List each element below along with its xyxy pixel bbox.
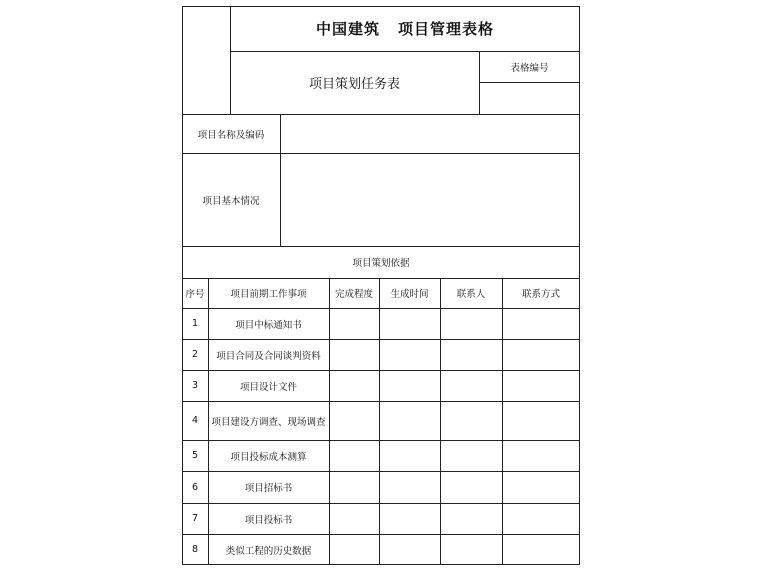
form-title: 项目策划任务表 [308,77,400,92]
row-entry-cell[interactable] [329,339,379,370]
row-entry-cell[interactable] [329,503,379,534]
row-entry-cell[interactable] [440,370,502,401]
row-entry-cell[interactable] [379,401,440,440]
row-number: 6 [191,481,199,493]
row-number: 5 [191,450,199,461]
column-header: 生成时间 [390,289,429,300]
row-entry-cell[interactable] [440,401,502,440]
row-work-item: 类似工程的历史数据 [225,545,312,557]
project-name-label: 项目名称及编码 [197,129,265,141]
row-work-item: 项目建设方调查、现场调查 [211,416,326,428]
row-entry-cell[interactable] [502,534,580,565]
row-entry-cell[interactable] [502,339,580,370]
row-entry-cell[interactable] [379,534,440,565]
row-work-item: 项目招标书 [244,483,293,494]
form-number-value[interactable] [479,82,580,114]
column-header: 联系方式 [521,289,560,300]
row-work-item: 项目合同及合同谈判资料 [216,350,321,362]
row-number: 7 [191,513,199,524]
row-entry-cell[interactable] [379,308,440,339]
column-header: 序号 [185,289,205,300]
column-header: 项目前期工作事项 [230,289,307,300]
form-number-label: 表格编号 [510,62,549,74]
row-entry-cell[interactable] [502,401,580,440]
row-entry-cell[interactable] [440,440,502,471]
row-entry-cell[interactable] [502,308,580,339]
row-entry-cell[interactable] [440,471,502,503]
row-number: 1 [191,318,199,329]
row-entry-cell[interactable] [329,440,379,471]
project-basic-label: 项目基本情况 [202,195,260,207]
row-work-item: 项目设计文件 [239,381,297,393]
row-entry-cell[interactable] [502,370,580,401]
row-entry-cell[interactable] [329,401,379,440]
row-entry-cell[interactable] [379,440,440,471]
row-number: 2 [191,349,199,360]
row-entry-cell[interactable] [379,503,440,534]
column-header: 完成程度 [334,289,373,300]
row-entry-cell[interactable] [379,339,440,370]
doc-title: 项目管理表格 [398,20,495,38]
row-work-item: 项目中标通知书 [235,319,302,331]
row-work-item: 项目投标成本测算 [230,451,307,463]
row-entry-cell[interactable] [502,503,580,534]
row-entry-cell[interactable] [379,370,440,401]
project-basic-value[interactable] [280,153,580,246]
row-entry-cell[interactable] [440,534,502,565]
row-entry-cell[interactable] [329,471,379,503]
section-title: 项目策划依据 [352,258,410,269]
org-title: 中国建筑 [315,20,380,38]
row-number: 4 [191,415,199,426]
row-number: 3 [191,380,199,391]
row-work-item: 项目投标书 [244,514,293,526]
row-entry-cell[interactable] [440,308,502,339]
row-entry-cell[interactable] [329,370,379,401]
row-entry-cell[interactable] [440,339,502,370]
row-number: 8 [191,544,199,555]
row-entry-cell[interactable] [440,503,502,534]
column-header: 联系人 [456,289,486,300]
project-name-value[interactable] [280,114,580,153]
row-entry-cell[interactable] [329,534,379,565]
row-entry-cell[interactable] [379,471,440,503]
project-planning-form [182,6,580,565]
document-title [230,6,580,51]
row-entry-cell[interactable] [502,471,580,503]
row-entry-cell[interactable] [329,308,379,339]
row-entry-cell[interactable] [502,440,580,471]
